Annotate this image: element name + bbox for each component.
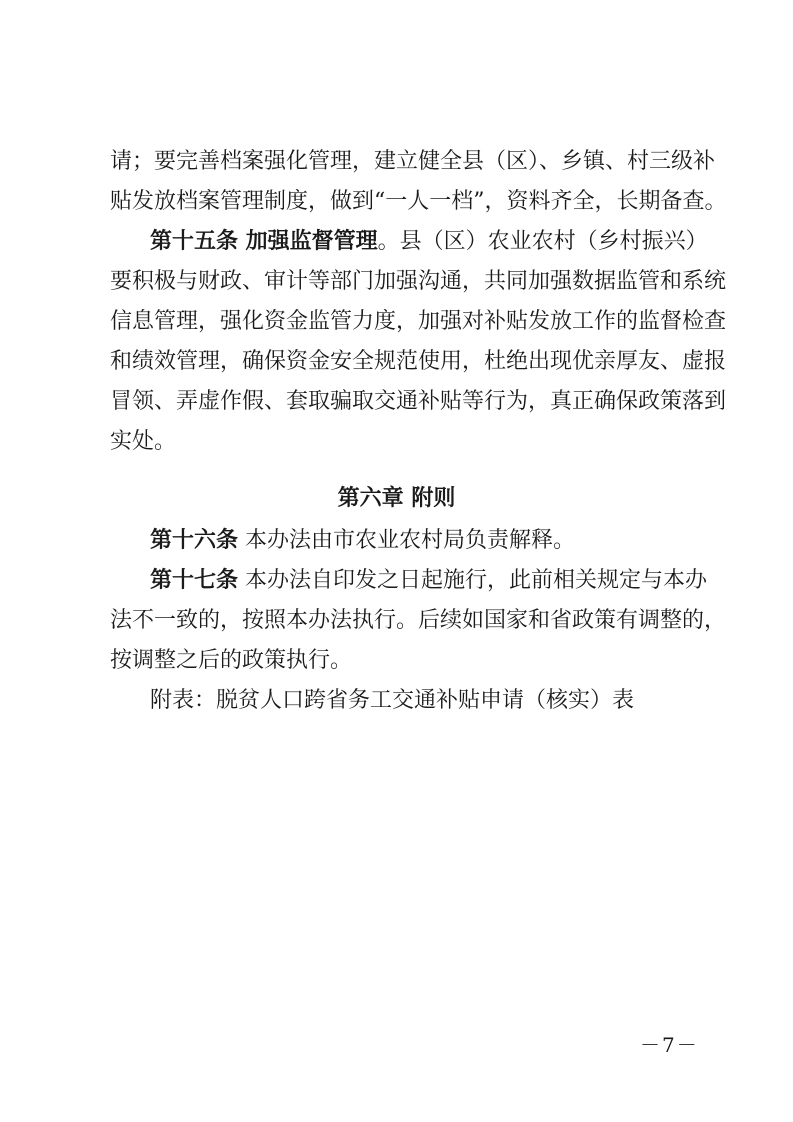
para-line: 贴发放档案管理制度，做到“一人一档”，资料齐全，长期备查。	[110, 189, 727, 214]
para-line: 冒领、弄虚作假、套取骗取交通补贴等行为，真正确保政策落到	[110, 389, 727, 414]
article-17-text: 本办法自印发之日起施行，此前相关规定与本办	[238, 568, 708, 593]
para-line: 要积极与财政、审计等部门加强沟通，共同加强数据监管和系统	[110, 269, 727, 294]
para-line: 和绩效管理，确保资金安全规范使用，杜绝出现优亲厚友、虚报	[110, 349, 727, 374]
article-16-text: 本办法由市农业农村局负责解释。	[238, 528, 576, 553]
attachment-note: 附表：脱贫人口跨省务工交通补贴申请（核实）表	[150, 688, 635, 713]
para-line: 请；要完善档案强化管理，建立健全县（区）、乡镇、村三级补	[110, 149, 716, 174]
article-16-title: 第十六条	[150, 528, 239, 553]
chapter-heading: 第六章 附则	[337, 486, 456, 511]
para-line: 信息管理，强化资金监管力度，加强对补贴发放工作的监督检查	[110, 309, 727, 334]
article-15-title: 第十五条 加强监督管理	[150, 229, 378, 254]
para-line: 按调整之后的政策执行。	[110, 648, 353, 673]
article-17-title: 第十七条	[150, 568, 239, 593]
page-number: －7－	[640, 1033, 699, 1057]
article-15-line	[150, 227, 708, 257]
article-17-line	[150, 566, 708, 596]
para-line: 法不一致的，按照本办法执行。后续如国家和省政策有调整的，	[110, 608, 727, 633]
article-16-line	[150, 526, 690, 556]
para-line: 实处。	[110, 429, 177, 454]
article-15-text: 。县（区）农业农村（乡村振兴）	[377, 229, 708, 254]
